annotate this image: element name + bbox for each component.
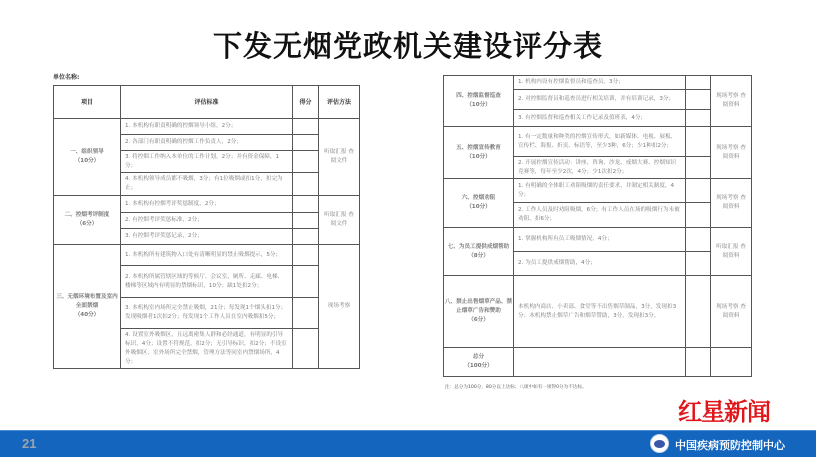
criteria-cell: 3. 将控烟工作纳入本单位的工作计划，2分；并有资金保障，1分； (121, 151, 293, 173)
cdc-logo-icon (650, 434, 669, 453)
score-input-cell[interactable] (293, 245, 319, 266)
section-name: 五、控烟宣传教育 (456, 144, 501, 151)
score-input-cell[interactable] (686, 276, 711, 348)
criteria-cell: 4. 本机构领导成员都不吸烟，3分；有1位吸烟或扣1分，扣完为止； (121, 173, 293, 196)
table-row (54, 119, 360, 135)
method-cell: 听取汇报 查阅文件 (319, 119, 360, 196)
total-points: （100分） (464, 363, 493, 369)
score-input-cell[interactable] (293, 213, 319, 229)
criteria-cell: 2. 开展控烟宣传活动：讲座、咨询、沙龙、戒烟大赛、控烟知识竞赛等，每年至少2次，4分；少1次扣2分； (514, 157, 686, 179)
table-row (444, 179, 752, 203)
score-input-cell[interactable] (293, 151, 319, 173)
total-score-cell[interactable] (686, 348, 711, 377)
criteria-cell: 2. 本机构所属管辖区域的等候厅、会议室、厕所、走廊、电梯、楼梯等区域内有明显的禁烟标识，10分；缺1处扣2分； (121, 266, 293, 298)
org-name: 中国疾病预防控制中心 (675, 439, 785, 452)
total-criteria-cell (514, 348, 686, 377)
section-points: （6分） (468, 317, 489, 323)
criteria-cell: 3. 有控烟考评奖惩记录，2分； (121, 229, 293, 245)
score-input-cell[interactable] (293, 329, 319, 369)
score-input-cell[interactable] (686, 157, 711, 179)
criteria-cell: 1. 本机构所有建筑物入口处有清晰明显的禁止吸烟提示，5分； (121, 245, 293, 266)
score-input-cell[interactable] (293, 173, 319, 196)
section-points: （10分） (466, 204, 491, 210)
page-number: 21 (22, 436, 37, 451)
method-cell: 现场考察 查阅资料 (711, 76, 752, 127)
score-input-cell[interactable] (686, 252, 711, 276)
score-table-right (443, 75, 752, 377)
watermark-logo (678, 392, 770, 427)
table-row (444, 228, 752, 252)
footnote: 注：总分为100分，80分以上达标；八项中如有一项得0分为不达标。 (445, 385, 587, 390)
criteria-cell: 1. 机构内设有控烟监督员和巡查员，3分； (514, 76, 686, 90)
criteria-cell: 3. 有控烟监督和巡查相关工作记录及值班表，4分； (514, 110, 686, 127)
total-row (444, 348, 752, 377)
section-8-item (444, 276, 514, 348)
criteria-cell: 2. 对控烟监督员和巡查员进行相关培训，并有培训记录，3分； (514, 90, 686, 110)
method-cell: 现场考察 查阅资料 (711, 276, 752, 348)
section-name: 二、控烟考评制度 (64, 212, 110, 218)
section-name: 八、禁止出售烟草产品、禁止烟草广告和赞助 (444, 299, 513, 314)
criteria-cell: 2. 有控烟考评奖惩标准，2分； (121, 213, 293, 229)
score-input-cell[interactable] (293, 229, 319, 245)
criteria-cell: 1. 掌握机构所有员工吸烟情况，4分； (514, 228, 686, 252)
section-points: （40分） (74, 312, 100, 318)
section-points: （8分） (468, 252, 489, 259)
section-1-item (54, 119, 121, 196)
unit-name-label: 单位名称: (53, 74, 80, 81)
score-input-cell[interactable] (686, 179, 711, 203)
criteria-cell: 本机构内商店、小卖部、食堂等不出售烟草制品，3分，发现扣3分；本机构禁止烟草广告和烟草赞助，3分，发现扣3分。 (514, 276, 686, 348)
section-2-item (54, 196, 121, 245)
section-points: （10分） (466, 102, 491, 108)
header-criteria: 评估标准 (121, 86, 293, 119)
score-input-cell[interactable] (293, 196, 319, 213)
section-name: 六、控烟劝阻 (461, 195, 496, 201)
criteria-cell: 2. 为员工提供戒烟帮助，4分； (514, 252, 686, 276)
table-header-row (54, 86, 360, 119)
section-6-item (444, 179, 514, 228)
table-row (54, 196, 360, 213)
criteria-cell: 1. 有明确的全体职工劝阻吸烟的责任要求，并制定相关制度，4分； (514, 179, 686, 203)
criteria-cell: 3. 本机构室内场所完全禁止吸烟，21分；每发现1个烟头扣1分；发现吸烟者1次扣2分；每发现1个工作人员在室内吸烟扣5分； (121, 298, 293, 329)
criteria-cell: 2. 工作人员及时劝阻吸烟，6分；有工作人员在场的吸烟行为未被劝阻，扣6分； (514, 203, 686, 228)
total-label: 总分 (472, 354, 485, 360)
score-input-cell[interactable] (293, 266, 319, 298)
section-name: 一、组织领导 (70, 149, 104, 155)
section-name: 四、控烟监督巡查 (456, 93, 501, 99)
method-cell: 现场考察 查阅资料 (711, 179, 752, 228)
method-cell: 听取汇报 查阅文件 (319, 196, 360, 245)
section-points: （10分） (466, 153, 491, 160)
score-input-cell[interactable] (293, 119, 319, 135)
section-7-item (444, 228, 514, 276)
method-cell: 现场考察 (319, 245, 360, 369)
criteria-cell: 1. 有一定数量和种类的控烟宣传形式，如新媒体、电视、展板、宣传栏、海报、折页、标语等，至少3种，6分；少1种扣2分； (514, 127, 686, 157)
table-row (54, 245, 360, 266)
section-3-item (54, 245, 121, 369)
score-table-left (53, 85, 360, 369)
table-row (444, 127, 752, 157)
score-input-cell[interactable] (686, 127, 711, 157)
score-input-cell[interactable] (293, 135, 319, 151)
criteria-cell: 2. 各部门有职责明确的控烟工作负责人，2分； (121, 135, 293, 151)
total-method-cell (711, 348, 752, 377)
score-input-cell[interactable] (293, 298, 319, 329)
section-points: （10分） (74, 158, 100, 164)
criteria-cell: 1. 本机构有控烟考评奖惩制度，2分； (121, 196, 293, 213)
score-input-cell[interactable] (686, 90, 711, 110)
section-4-item (444, 76, 514, 127)
watermark-text: 红星新闻 (678, 397, 770, 426)
total-item (444, 348, 514, 377)
page-title: 下发无烟党政机关建设评分表 (212, 29, 603, 63)
header-method: 评估方法 (319, 86, 360, 119)
section-name: 三、无烟环境布置及室内全面禁烟 (56, 294, 118, 309)
criteria-cell: 1. 本机构有职责明确的控烟领导小组，2分； (121, 119, 293, 135)
score-input-cell[interactable] (686, 76, 711, 90)
table-row (444, 276, 752, 348)
table-row (444, 76, 752, 90)
method-cell: 听取汇报 查阅资料 (711, 228, 752, 276)
score-input-cell[interactable] (686, 228, 711, 252)
criteria-cell: 4. 设置室外吸烟区，且远离密集人群和必经通道，有明显的引导标识，4分；设置不符规范，扣2分；无引导标识，扣2分；不设室外吸烟区，室外场所完全禁烟，管理方法等同室内禁烟场所，4分； (121, 329, 293, 369)
method-cell: 现场考察 查阅资料 (711, 127, 752, 179)
section-5-item (444, 127, 514, 179)
section-name: 七、为员工提供戒烟帮助 (447, 243, 510, 250)
section-points: （6分） (76, 221, 98, 227)
score-input-cell[interactable] (686, 110, 711, 127)
header-item: 项目 (54, 86, 121, 119)
header-score: 得分 (293, 86, 319, 119)
score-input-cell[interactable] (686, 203, 711, 228)
